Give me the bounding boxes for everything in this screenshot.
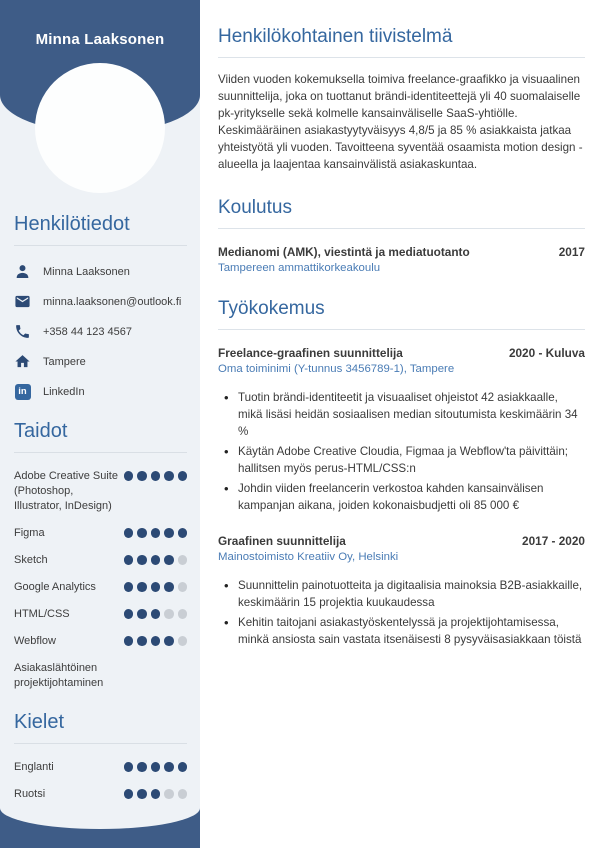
skill-row <box>14 469 187 514</box>
dot-filled <box>178 762 188 772</box>
phone-icon <box>14 323 31 340</box>
person-icon <box>14 263 31 280</box>
skill-label: HTML/CSS <box>14 608 70 620</box>
skill-row <box>14 526 187 541</box>
dot-filled <box>151 762 161 772</box>
experience-entry-head <box>218 346 585 360</box>
dot-empty <box>178 555 188 565</box>
dot-filled <box>151 471 161 481</box>
dot-empty <box>178 609 188 619</box>
job-period: 2017 - 2020 <box>522 534 585 548</box>
contact-linkedin-text: LinkedIn <box>43 385 85 398</box>
education-entry-head <box>218 245 585 259</box>
dot-filled <box>124 762 134 772</box>
dot-empty <box>178 636 188 646</box>
experience-entry <box>218 346 585 514</box>
sidebar <box>0 0 200 848</box>
language-rating <box>124 789 188 799</box>
sidebar-content <box>0 213 200 802</box>
dot-filled <box>178 471 188 481</box>
education-title: Koulutus <box>218 197 585 229</box>
skill-rating <box>124 636 188 646</box>
dot-filled <box>124 789 134 799</box>
avatar <box>35 63 165 193</box>
dot-filled <box>137 555 147 565</box>
sidebar-footer-curve <box>0 808 200 848</box>
skill-label: Google Analytics <box>14 581 96 593</box>
skill-rating <box>124 471 188 481</box>
experience-entry <box>218 534 585 648</box>
education-period: 2017 <box>558 245 585 259</box>
dot-filled <box>137 762 147 772</box>
linkedin-icon: in <box>14 383 31 400</box>
contact-location-text: Tampere <box>43 355 86 368</box>
degree-name: Medianomi (AMK), viestintä ja mediatuotanto <box>218 245 470 259</box>
job-bullet: • Tuotin brändi-identiteetit ja visuaaliset ohjeistot 42 asiakkaalle, mikä lisäsi heidän sosiaalisen median sitoutumista keskimäärin 34 % <box>222 389 585 440</box>
dot-filled <box>151 582 161 592</box>
skill-label: Asiakaslähtöinen projektijohtaminen <box>14 662 104 689</box>
dot-filled <box>124 555 134 565</box>
skill-label: Adobe Creative Suite (Photoshop, Illustrator, InDesign) <box>14 470 118 512</box>
skill-rating <box>124 528 188 538</box>
dot-filled <box>178 528 188 538</box>
dot-filled <box>164 528 174 538</box>
dot-filled <box>151 636 161 646</box>
job-period: 2020 - Kuluva <box>508 346 585 360</box>
dot-filled <box>124 471 134 481</box>
job-bullet: • Suunnittelin painotuotteita ja digitaalisia mainoksia B2B-asiakkaille, keskimäärin 15 projektia kuukaudessa <box>222 577 585 611</box>
experience-section <box>218 298 585 648</box>
contact-item-name <box>14 263 187 280</box>
skill-label: Sketch <box>14 554 48 566</box>
dot-filled <box>124 528 134 538</box>
summary-title: Henkilökohtainen tiivistelmä <box>218 26 585 58</box>
experience-entry-head <box>218 534 585 548</box>
dot-filled <box>124 582 134 592</box>
contact-item-linkedin <box>14 383 187 400</box>
summary-section <box>218 26 585 173</box>
dot-filled <box>164 636 174 646</box>
job-bullet: • Johdin viiden freelancerin verkostoa kahden kansainvälisen kampanjan aikana, joiden kokonaisbudjetti oli 85 000 € <box>222 480 585 514</box>
dot-filled <box>151 789 161 799</box>
contact-item-location <box>14 353 187 370</box>
dot-filled <box>164 471 174 481</box>
home-icon <box>14 353 31 370</box>
section-title-skills: Taidot <box>14 420 187 453</box>
skill-label: Webflow <box>14 635 56 647</box>
skill-row <box>14 634 187 649</box>
experience-title: Työkokemus <box>218 298 585 330</box>
dot-empty <box>164 609 174 619</box>
skill-row <box>14 607 187 622</box>
dot-filled <box>137 471 147 481</box>
person-name: Minna Laaksonen <box>35 31 165 48</box>
language-rating <box>124 762 188 772</box>
skill-row <box>14 661 187 691</box>
section-title-languages: Kielet <box>14 711 187 744</box>
language-row <box>14 787 187 802</box>
contact-item-phone <box>14 323 187 340</box>
dot-filled <box>137 636 147 646</box>
skill-rating <box>124 582 188 592</box>
job-bullet: • Kehitin taitojani asiakastyöskentelyssä ja projektijohtamisessa, minkä ansiosta sain vastata itsenäisesti 8 pysyväisasiakkaan töistä <box>222 614 585 648</box>
section-title-personal: Henkilötiedot <box>14 213 187 246</box>
job-role: Freelance-graafinen suunnittelija <box>218 346 403 360</box>
dot-empty <box>178 582 188 592</box>
contact-list <box>14 263 187 400</box>
education-section <box>218 197 585 274</box>
dot-filled <box>137 528 147 538</box>
language-label: Ruotsi <box>14 788 46 800</box>
envelope-icon <box>14 293 31 310</box>
dot-empty <box>164 789 174 799</box>
dot-filled <box>151 528 161 538</box>
dot-filled <box>137 789 147 799</box>
skills-list <box>14 469 187 691</box>
dot-filled <box>164 582 174 592</box>
skill-row <box>14 553 187 568</box>
job-bullet-list <box>222 577 585 648</box>
language-row <box>14 760 187 775</box>
contact-name-text: Minna Laaksonen <box>43 265 130 278</box>
school-name: Tampereen ammattikorkeakoulu <box>218 262 381 274</box>
job-bullet-list <box>222 389 585 514</box>
dot-empty <box>178 789 188 799</box>
languages-list <box>14 760 187 802</box>
dot-filled <box>151 609 161 619</box>
education-entry <box>218 245 585 274</box>
summary-text: Viiden vuoden kokemuksella toimiva freelance-graafikko ja visuaalinen suunnittelija, joka on tuottanut brändi-identiteettejä yli 40 suomalaiselle pk-yritykselle sekä kolmelle kansainväliselle SaaS-yhtiölle. Keskimääräinen asiakastyytyväisyys 4,8/5 ja 85 % asiakkaista jatkaa yhteistyötä yli vuoden. Tavoitteena syventää osaamista motion design -alueella ja laajentaa kansainvälistä asiakaskuntaa. <box>218 73 583 171</box>
dot-filled <box>124 609 134 619</box>
dot-filled <box>164 762 174 772</box>
job-organization: Mainostoimisto Kreatiiv Oy, Helsinki <box>218 551 399 563</box>
dot-filled <box>137 609 147 619</box>
contact-item-email <box>14 293 187 310</box>
job-role: Graafinen suunnittelija <box>218 534 346 548</box>
dot-filled <box>124 636 134 646</box>
language-label: Englanti <box>14 761 54 773</box>
main-content <box>200 0 600 848</box>
contact-phone-text: +358 44 123 4567 <box>43 325 133 338</box>
contact-email-text: minna.laaksonen@outlook.fi <box>43 295 182 308</box>
skill-row <box>14 580 187 595</box>
dot-filled <box>151 555 161 565</box>
job-bullet: • Käytän Adobe Creative Cloudia, Figmaa ja Webflow'ta päivittäin; hallitsen myös perus-HTML/CSS:n <box>222 443 585 477</box>
skill-rating <box>124 555 188 565</box>
job-organization: Oma toiminimi (Y-tunnus 3456789-1), Tampere <box>218 363 455 375</box>
skill-rating <box>124 609 188 619</box>
skill-label: Figma <box>14 527 45 539</box>
dot-filled <box>137 582 147 592</box>
dot-filled <box>164 555 174 565</box>
